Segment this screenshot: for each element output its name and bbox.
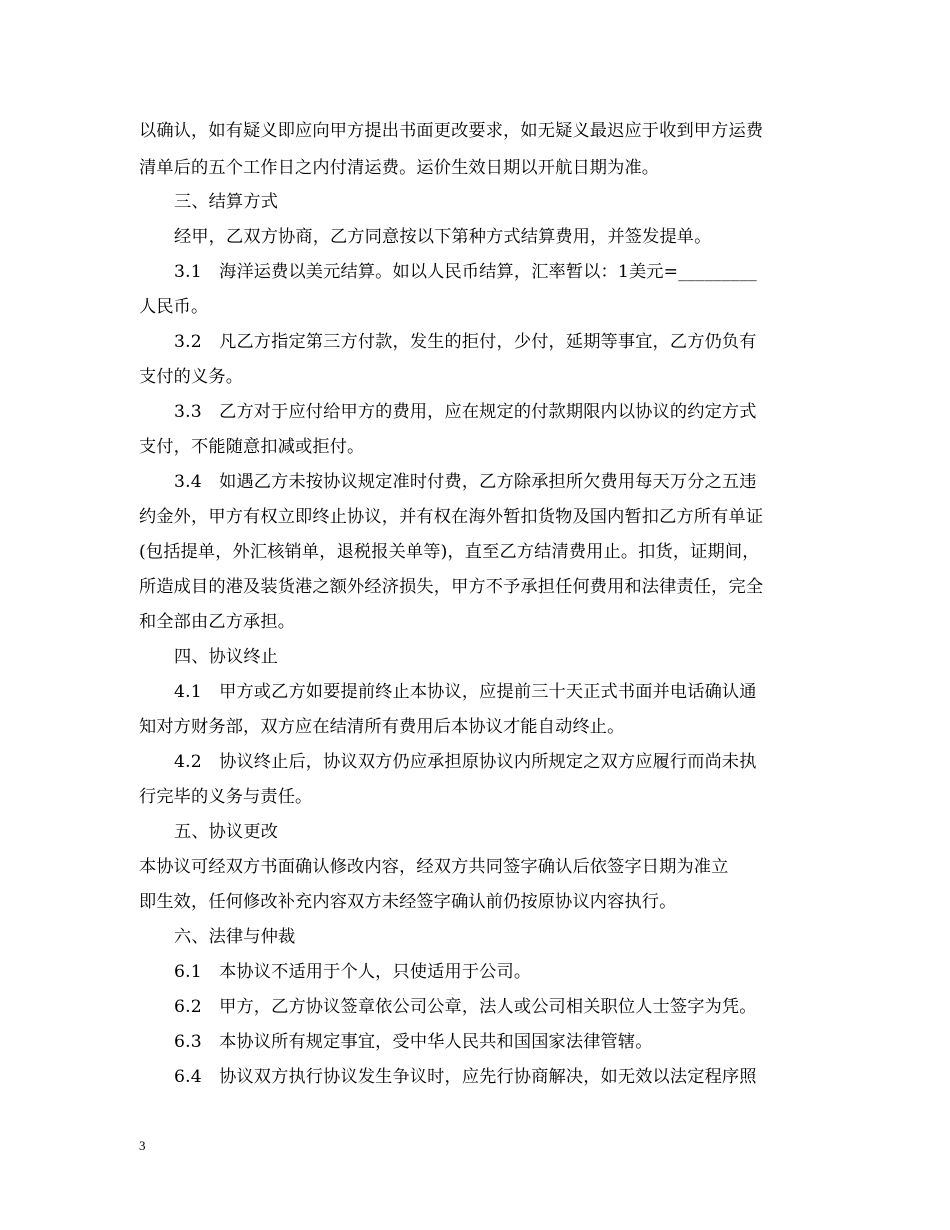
section-heading: 三、结算方式 (174, 192, 279, 212)
clause-line: 4.2 协议终止后，协议双方仍应承担原协议内所规定之双方应履行而尚未执 (174, 752, 757, 772)
clause-line: 3.1 海洋运费以美元结算。如以人民币结算，汇率暂以：1美元=_________ (174, 262, 757, 282)
text-line: 以确认，如有疑义即应向甲方提出书面更改要求，如无疑义最迟应于收到甲方运费 (139, 121, 764, 141)
text-line: 经甲，乙双方协商，乙方同意按以下第种方式结算费用，并签发提单。 (174, 227, 712, 247)
clause-line: 6.3 本协议所有规定事宜，受中华人民共和国国家法律管辖。 (174, 1032, 653, 1052)
clause-line: 6.1 本协议不适用于个人，只使适用于公司。 (174, 962, 532, 982)
text-line: 知对方财务部，双方应在结清所有费用后本协议才能自动终止。 (139, 717, 625, 737)
clause-line: 3.3 乙方对于应付给甲方的费用，应在规定的付款期限内以协议的约定方式 (174, 402, 757, 422)
text-line: 约金外，甲方有权立即终止协议，并有权在海外暂扣货物及国内暂扣乙方所有单证 (139, 507, 764, 527)
text-line: 支付，不能随意扣减或拒付。 (139, 437, 365, 457)
clause-line: 4.1 甲方或乙方如要提前终止本协议，应提前三十天正式书面并电话确认通 (174, 682, 757, 702)
text-line: 行完毕的义务与责任。 (139, 787, 313, 807)
page-number: 3 (139, 1138, 146, 1153)
section-heading: 六、法律与仲裁 (174, 927, 296, 947)
text-line: 本协议可经双方书面确认修改内容，经双方共同签字确认后依签字日期为准立 (139, 857, 729, 877)
text-line: 即生效，任何修改补充内容双方未经签字确认前仍按原协议内容执行。 (139, 892, 677, 912)
text-line: (包括提单，外汇核销单，退税报关单等)，直至乙方结清费用止。扣货，证期间， (139, 542, 760, 562)
text-line: 清单后的五个工作日之内付清运费。运价生效日期以开航日期为准。 (139, 158, 660, 178)
section-heading: 四、协议终止 (174, 647, 279, 667)
text-line: 和全部由乙方承担。 (139, 612, 296, 632)
clause-line: 6.2 甲方，乙方协议签章依公司公章，法人或公司相关职位人士签字为凭。 (174, 997, 757, 1017)
clause-line: 3.2 凡乙方指定第三方付款，发生的拒付，少付，延期等事宜，乙方仍负有 (174, 332, 757, 352)
clause-line: 6.4 协议双方执行协议发生争议时，应先行协商解决，如无效以法定程序照 (174, 1067, 757, 1087)
clause-line: 3.4 如遇乙方未按协议规定准时付费，乙方除承担所欠费用每天万分之五违 (174, 472, 757, 492)
text-line: 支付的义务。 (139, 367, 244, 387)
text-line: 人民币。 (139, 297, 209, 317)
section-heading: 五、协议更改 (174, 822, 279, 842)
text-line: 所造成目的港及装货港之额外经济损失，甲方不予承担任何费用和法律责任，完全 (139, 577, 764, 597)
